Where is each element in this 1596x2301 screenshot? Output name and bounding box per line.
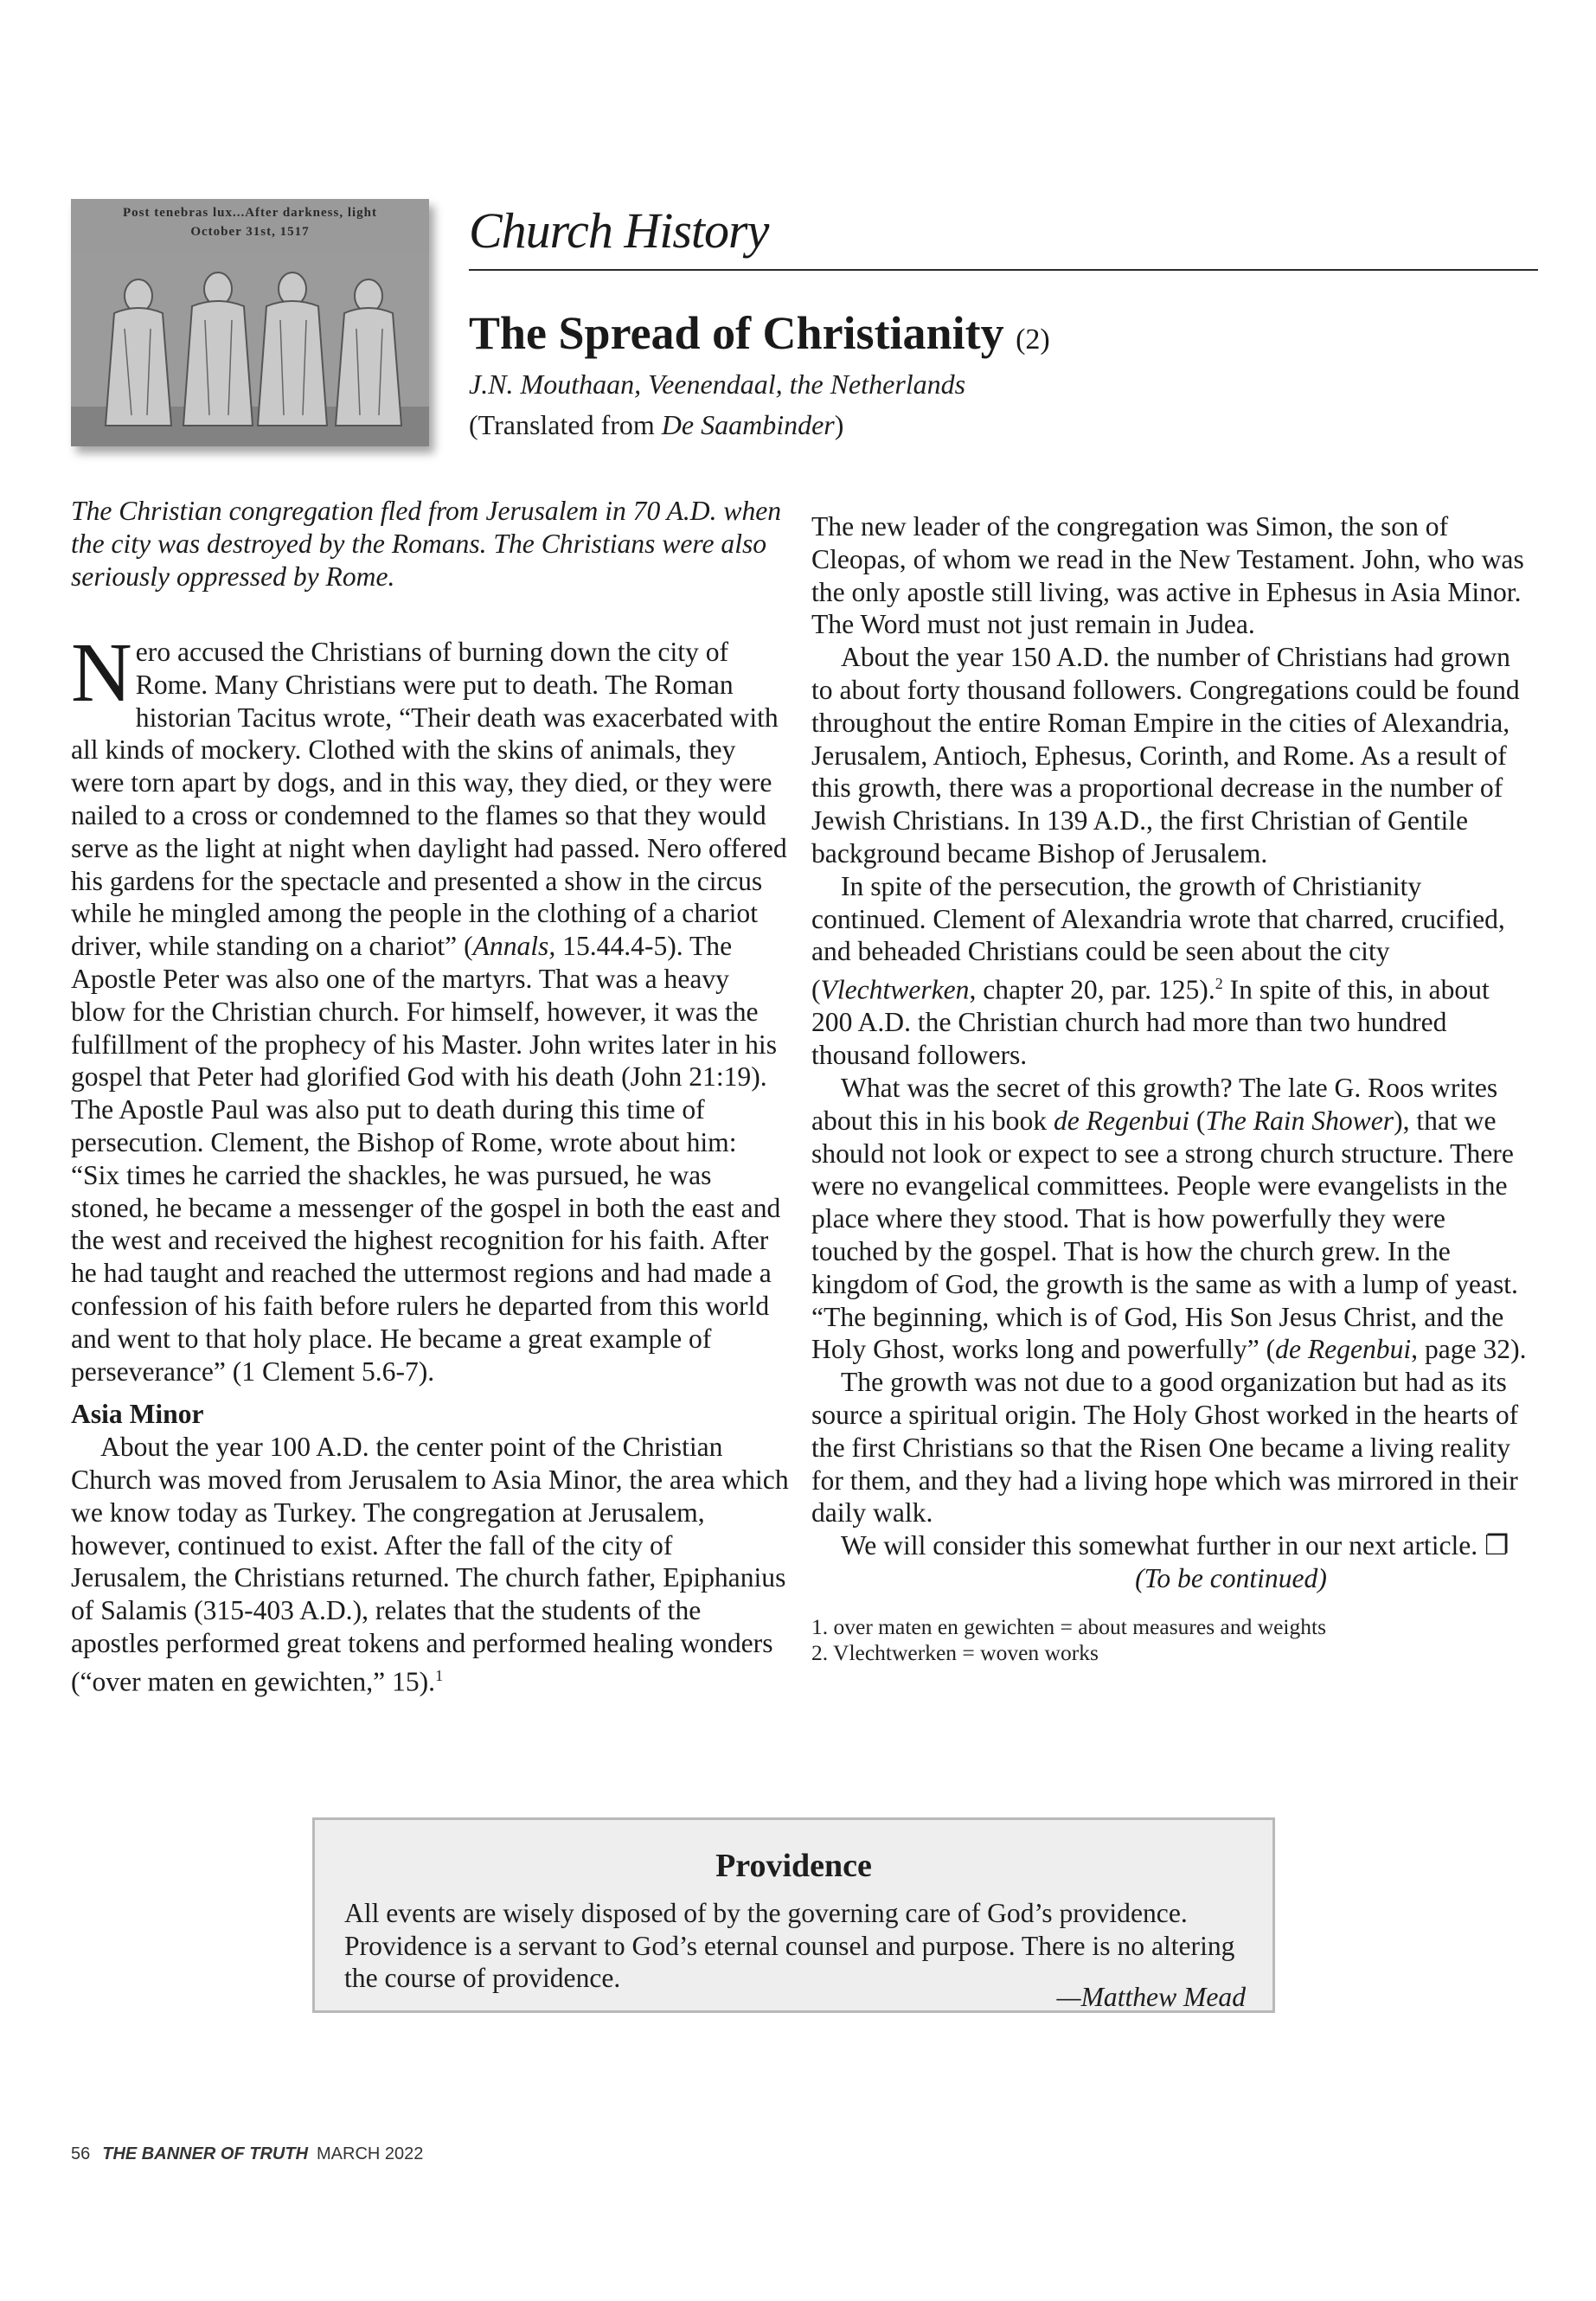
- paragraph-text: (: [1189, 1105, 1206, 1136]
- publication-name: THE BANNER OF TRUTH: [102, 2144, 309, 2163]
- paragraph-text: , chapter 20, par. 125).: [969, 974, 1215, 1005]
- end-mark-icon: ❐: [1484, 1530, 1509, 1561]
- header-image: [71, 199, 429, 446]
- paragraph-text: About the year 100 A.D. the center point of the Christian Church was moved from Jerusalem to Asia Minor, the area which we know today as Turkey. The congregation at Jerusalem, however, continued to exist. After the fall of the city of Jerusalem, the Christians returned. The church father, Epiphanius of Salamis (315-403 A.D.), relates that the students of the apostles performed great tokens and performed healing wonders (“over maten en gewichten,” 15).: [71, 1432, 789, 1697]
- paragraph-text: ), that we should not look or expect to see a strong church structure. There were no evangelical committees. People were evangelists in the place where they stood. That is how powerfully they were touched by the gospel. That is how the church grew. In the kingdom of God, the growth is the same as with a lump of yeast. “The beginning, which is of God, His Son Jesus Christ, and the Holy Ghost, works long and powerfully” (: [811, 1105, 1518, 1365]
- to-be-continued: (To be continued): [1135, 1563, 1327, 1594]
- subheading-asia-minor: Asia Minor: [71, 1399, 204, 1430]
- body-paragraph: [811, 1072, 1529, 1366]
- translated-prefix: (Translated from: [469, 409, 662, 440]
- body-paragraph: [811, 1529, 1529, 1562]
- body-paragraph: [811, 870, 1529, 1072]
- body-paragraph: The growth was not due to a good organization but had as its source a spiritual origin. The Holy Ghost worked in the hearts of the first Christians so that the Risen One became a living reality for them, and they had a living hope which was mirrored in their daily walk.: [811, 1367, 1519, 1529]
- citation-vlechtwerken: Vlechtwerken: [820, 974, 970, 1005]
- translation-note: [469, 411, 843, 439]
- lead-paragraph: The Christian congregation fled from Jerusalem in 70 A.D. when the city was destroyed by the Romans. The Christians were also seriously oppressed by Rome.: [71, 496, 782, 592]
- book-title-english: The Rain Shower: [1205, 1105, 1394, 1136]
- paragraph-text: , page 32).: [1411, 1334, 1527, 1365]
- paragraph-text: In spite of the persecution, the growth of Christianity continued. Clement of Alexandria wrote that charred, crucified, and beheaded Christians could be seen about the city (: [811, 870, 1505, 1005]
- paragraph-text: ero accused the Christians of burning down the city of Rome. Many Christians were put to death. The Roman historian Tacitus wrote, “Their death was exacerbated with all kinds of mockery. Clothed with the skins of animals, they were torn apart by dogs, and in this way, they died, or they were nailed to a cross or condemned to the flames so that they would serve as the light at night when daylight had passed. Nero offered his gardens for the spectacle and presented a show in the circus while he mingled among the people in the clothing of a chariot driver, while standing on a chariot” (: [71, 637, 787, 962]
- drop-cap: N: [71, 626, 132, 720]
- paragraph-text: We will consider this somewhat further in our next article.: [841, 1530, 1478, 1561]
- providence-author: —Matthew Mead: [1056, 1982, 1246, 2012]
- footnote-1: 1. over maten en gewichten = about measures and weights: [811, 1614, 1327, 1640]
- footnote-ref-1: 1: [435, 1666, 444, 1684]
- column-right: [811, 510, 1529, 1666]
- book-title: de Regenbui: [1275, 1334, 1412, 1365]
- image-inscription: [71, 199, 429, 252]
- section-title-rule: [469, 269, 1538, 271]
- column-left: [71, 626, 791, 1698]
- issue-date: MARCH 2022: [317, 2144, 424, 2163]
- providence-title: Providence: [715, 1848, 872, 1884]
- page-footer: [71, 2145, 423, 2163]
- inscription-line-1: Post tenebras lux...After darkness, light: [122, 206, 378, 220]
- body-paragraph: [71, 626, 791, 1388]
- footnote-2: 2. Vlechtwerken = woven works: [811, 1640, 1099, 1666]
- body-paragraph: [71, 1431, 791, 1698]
- providence-quote: All events are wisely disposed of by the governing care of God’s providence. Providence is a servant to God’s eternal counsel and purpose. There is no altering the course of providence.: [344, 1898, 1235, 1993]
- paragraph-text: In spite of this, in about 200 A.D. the Christian church had more than two hundred thousand followers.: [811, 974, 1490, 1071]
- body-paragraph: The new leader of the congregation was Simon, the son of Cleopas, of whom we read in the New Testament. John, who was the only apostle still living, was active in Ephesus in Asia Minor. The Word must not just remain in Judea.: [811, 511, 1524, 640]
- section-title: Church History: [469, 202, 769, 259]
- article-part-number: (2): [1016, 324, 1050, 356]
- paragraph-text: What was the secret of this growth? The late G. Roos writes about this in his book: [811, 1073, 1498, 1136]
- translated-source: De Saambinder: [661, 409, 835, 440]
- article-title: [469, 307, 1050, 359]
- footnote-ref-2: 2: [1215, 975, 1223, 993]
- book-title: de Regenbui: [1053, 1105, 1189, 1136]
- citation-annals: Annals,: [472, 931, 556, 962]
- page-number: 56: [71, 2144, 91, 2163]
- byline: J.N. Mouthaan, Veenendaal, the Netherlands: [469, 369, 966, 400]
- continued-wrap: [811, 1562, 1529, 1614]
- inscription-line-2: October 31st, 1517: [190, 225, 310, 239]
- article-title-text: The Spread of Christianity: [469, 307, 1004, 359]
- paragraph-text: 15.44.4-5). The Apostle Peter was also one of the martyrs. That was a heavy blow for the Christian church. For himself, however, it was the fulfillment of the prophecy of his Master. John writes later in his gospel that Peter had glorified God with his death (John 21:19). The Apostle Paul was also put to death during this time of persecution. Clement, the Bishop of Rome, wrote about him: “Six times he carried the shackles, he was pursued, he was stoned, he became a messenger of the gospel in both the east and the west and received the highest recognition for his faith. After he had taught and reached the uttermost regions and had made a confession of his faith before rulers he departed from this world and went to that holy place. He became a great example of perseverance” (1 Clement 5.6-7).: [71, 931, 781, 1387]
- body-paragraph: About the year 150 A.D. the number of Christians had grown to about forty thousand followers. Congregations could be found throughout the entire Roman Empire in the cities of Alexandria, Jerusalem, Antioch, Ephesus, Corinth, and Rome. As a result of this growth, there was a proportional decrease in the number of Jewish Christians. In 139 A.D., the first Christian of Gentile background became Bishop of Jerusalem.: [811, 642, 1520, 868]
- translated-suffix: ): [834, 409, 844, 440]
